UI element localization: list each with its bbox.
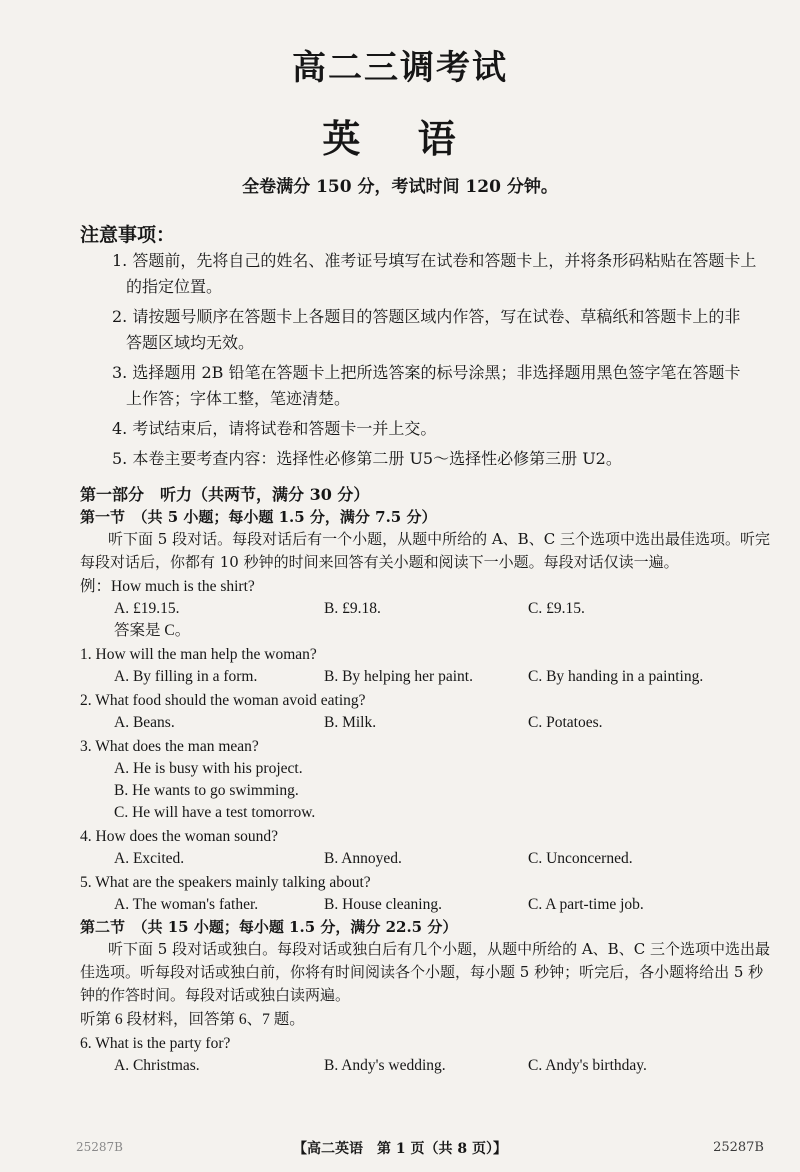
option-a: A. Beans. xyxy=(114,714,175,731)
option-b: B. House cleaning. xyxy=(324,896,442,913)
section1-heading: 第一节 （共 5 小题；每小题 1.5 分，满分 7.5 分） xyxy=(80,508,437,526)
notice-line-cont: 答题区域均无效。 xyxy=(126,333,255,352)
option-c: C. By handing in a painting. xyxy=(528,668,704,685)
notice-item xyxy=(112,304,762,356)
option-a: A. Christmas. xyxy=(114,1057,200,1074)
option-a: A. £19.15. xyxy=(114,600,180,617)
part1-heading: 第一部分 听力（共两节，满分 30 分） xyxy=(80,485,370,504)
option-b: B. £9.18. xyxy=(324,600,381,617)
notice-line: 3. 选择题用 2B 铅笔在答题卡上把所选答案的标号涂黑；非选择题用黑色签字笔在答题卡 xyxy=(112,363,741,382)
option-b: B. Milk. xyxy=(324,714,377,731)
notice-line-cont: 的指定位置。 xyxy=(126,277,223,296)
notice-item xyxy=(112,360,762,412)
notice-line: 2. 请按题号顺序在答题卡上各题目的答题区域内作答，写在试卷、草稿纸和答题卡上的非 xyxy=(112,307,741,326)
question-1-options xyxy=(80,666,770,688)
option-c: C. Andy's birthday. xyxy=(528,1057,647,1074)
question-6-options xyxy=(80,1055,770,1077)
notice-heading: 注意事项： xyxy=(80,224,176,246)
exam-title: 高二三调考试 xyxy=(292,48,508,88)
question-5-options xyxy=(80,894,770,916)
section1-instructions: 听下面 5 段对话。每段对话后有一个小题，从题中所给的 A、B、C 三个选项中选出最佳选项。听完每段对话后，你都有 10 秒钟的时间来回答有关小题和阅读下一小题。每段对话仅读一遍。 xyxy=(80,530,770,571)
option-c: C. Potatoes. xyxy=(528,714,603,731)
section2-lead: 听第 6 段材料，回答第 6、7 题。 xyxy=(80,1011,305,1028)
section2-heading: 第二节 （共 15 小题；每小题 1.5 分，满分 22.5 分） xyxy=(80,918,458,936)
section2-instructions: 听下面 5 段对话或独白。每段对话或独白后有几个小题，从题中所给的 A、B、C 三个选项中选出最佳选项。听每段对话或独白前，你将有时间阅读各个小题，每小题 5 秒钟；听完后，各小题将给出 5 秒钟的作答时间。每段对话或独白读两遍。 xyxy=(80,940,770,1004)
option-b: B. Annoyed. xyxy=(324,850,402,867)
listening-part xyxy=(80,484,770,1077)
notice-line: 1. 答题前，先将自己的姓名、准考证号填写在试卷和答题卡上，并将条形码粘贴在答题卡上 xyxy=(112,251,757,270)
option-a: A. The woman's father. xyxy=(114,896,259,913)
example-options xyxy=(80,598,770,620)
option-c: C. A part-time job. xyxy=(528,896,644,913)
question-2: 2. What food should the woman avoid eating? xyxy=(80,692,366,709)
notice-item xyxy=(112,416,762,442)
question-5: 5. What are the speakers mainly talking about? xyxy=(80,874,371,891)
option-b: B. He wants to go swimming. xyxy=(114,782,299,799)
option-a: A. He is busy with his project. xyxy=(114,760,303,777)
score-line: 全卷满分 150 分，考试时间 120 分钟。 xyxy=(242,177,558,197)
notice-line: 4. 考试结束后，请将试卷和答题卡一并上交。 xyxy=(112,419,437,438)
option-a: A. Excited. xyxy=(114,850,185,867)
footer-code-right: 25287B xyxy=(713,1140,764,1155)
question-6: 6. What is the party for? xyxy=(80,1035,231,1052)
question-1: 1. How will the man help the woman? xyxy=(80,646,317,663)
notice-item xyxy=(112,446,762,472)
question-4-options xyxy=(80,848,770,870)
option-b: B. Andy's wedding. xyxy=(324,1057,446,1074)
question-4: 4. How does the woman sound? xyxy=(80,828,279,845)
notice-item xyxy=(112,248,762,300)
option-b: B. By helping her paint. xyxy=(324,668,473,685)
question-2-options xyxy=(80,712,770,734)
page-footer: 【高二英语 第 1 页（共 8 页）】 xyxy=(293,1141,507,1157)
option-c: C. He will have a test tomorrow. xyxy=(114,804,316,821)
option-c: C. Unconcerned. xyxy=(528,850,633,867)
option-a: A. By filling in a form. xyxy=(114,668,258,685)
question-3: 3. What does the man mean? xyxy=(80,738,259,755)
option-c: C. £9.15. xyxy=(528,600,585,617)
footer-code-left: 25287B xyxy=(76,1140,123,1154)
notice-line-cont: 上作答；字体工整，笔迹清楚。 xyxy=(126,389,351,408)
example-answer: 答案是 C。 xyxy=(114,622,191,639)
example-question: 例：How much is the shirt? xyxy=(80,578,255,595)
notice-line: 5. 本卷主要考查内容：选择性必修第二册 U5～选择性必修第三册 U2。 xyxy=(112,449,622,468)
notice-list xyxy=(112,248,762,476)
subject-title: 英 语 xyxy=(322,116,478,161)
